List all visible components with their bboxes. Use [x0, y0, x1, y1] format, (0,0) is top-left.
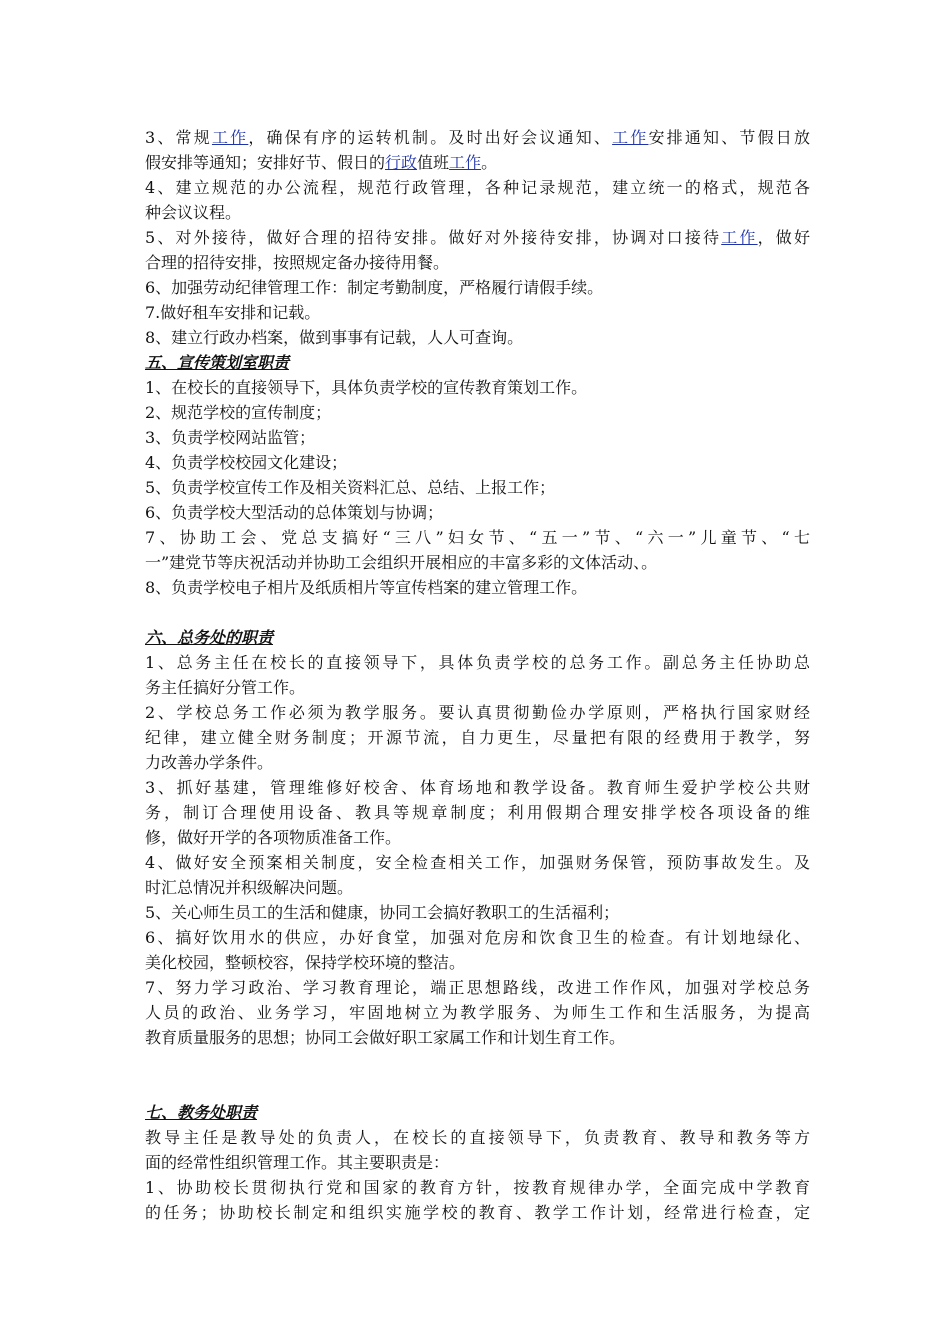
- sec4-item6: 6、加强劳动纪律管理工作：制定考勤制度，严格履行请假手续。: [145, 278, 604, 297]
- sec5-heading: 五、宣传策划室职责: [145, 353, 290, 372]
- text-run: 。: [481, 153, 498, 172]
- sec5-item2: 2、规范学校的宣传制度；: [145, 403, 332, 422]
- sec7-item1-line2: 的任务；协助校长制定和组织实施学校的教育、教学工作计划，经常进行检查，定: [145, 1203, 810, 1222]
- sec4-item3-line1: [145, 125, 810, 150]
- sec7-intro-line1: 教导主任是教导处的负责人，在校长的直接领导下，负责教育、教导和教务等方: [145, 1128, 810, 1147]
- sec4-item5-line1: [145, 225, 810, 250]
- sec6-item6-line2: 美化校园，整顿校容，保持学校环境的整洁。: [145, 953, 466, 972]
- sec6-item3-line2: 务，制订合理使用设备、教具等规章制度；利用假期合理安排学校各项设备的维: [145, 803, 810, 822]
- text-run: ，确保有序的运转机制。及时出好会议通知、: [248, 128, 613, 147]
- sec4-item5-line2: 合理的招待安排，按照规定备办接待用餐。: [145, 253, 450, 272]
- blank-line: [145, 600, 810, 625]
- sec6-item2-line2: 纪律，建立健全财务制度；开源节流，自力更生，尽量把有限的经费用于教学，努: [145, 728, 810, 747]
- sec7-intro-line2: 面的经常性组织管理工作。其主要职责是：: [145, 1153, 450, 1172]
- sec6-item3-line1: 3、抓好基建，管理维修好校舍、体育场地和教学设备。教育师生爱护学校公共财: [145, 778, 810, 797]
- link-admin[interactable]: 行政: [385, 153, 418, 172]
- link-work-1[interactable]: 工作: [211, 128, 249, 147]
- text-run: 值班: [417, 153, 450, 172]
- text-run: ，做好: [757, 228, 810, 247]
- sec5-item7-line1: 7、协助工会、党总支搞好“三八”妇女节、“五一”节、“六一”儿童节、“七: [145, 528, 810, 547]
- sec6-item4-line1: 4、做好安全预案相关制度，安全检查相关工作，加强财务保管，预防事故发生。及: [145, 853, 810, 872]
- sec6-item1-line1: 1、总务主任在校长的直接领导下，具体负责学校的总务工作。副总务主任协助总: [145, 653, 810, 672]
- sec5-item7-line2: 一”建党节等庆祝活动并协助工会组织开展相应的丰富多彩的文体活动、。: [145, 553, 658, 572]
- sec4-item7: 7.做好租车安排和记载。: [145, 303, 321, 322]
- sec6-item4-line2: 时汇总情况并积级解决问题。: [145, 878, 354, 897]
- sec5-item3: 3、负责学校网站监管；: [145, 428, 316, 447]
- sec6-item6-line1: 6、搞好饮用水的供应，办好食堂，加强对危房和饮食卫生的检查。有计划地绿化、: [145, 928, 810, 947]
- sec4-item8: 8、建立行政办档案，做到事事有记载，人人可查询。: [145, 328, 524, 347]
- sec5-item8: 8、负责学校电子相片及纸质相片等宣传档案的建立管理工作。: [145, 578, 588, 597]
- sec6-item2-line3: 力改善办学条件。: [145, 753, 274, 772]
- sec7-item1-line1: 1、协助校长贯彻执行党和国家的教育方针，按教育规律办学，全面完成中学教育: [145, 1178, 810, 1197]
- sec5-item1: 1、在校长的直接领导下，具体负责学校的宣传教育策划工作。: [145, 378, 588, 397]
- sec6-item1-line2: 务主任搞好分管工作。: [145, 678, 306, 697]
- text-run: 假安排等通知；安排好节、假日的: [145, 153, 386, 172]
- blank-line: [145, 1075, 810, 1100]
- sec6-heading: 六、总务处的职责: [145, 628, 274, 647]
- document-page: [145, 125, 810, 1225]
- sec6-item7-line2: 人员的政治、业务学习，牢固地树立为教学服务、为师生工作和生活服务，为提高: [145, 1003, 810, 1022]
- sec5-item4: 4、负责学校校园文化建设；: [145, 453, 348, 472]
- blank-line: [145, 1050, 810, 1075]
- sec4-item4-line1: 4、建立规范的办公流程，规范行政管理，各种记录规范，建立统一的格式，规范各: [145, 178, 810, 197]
- text-run: 3、常规: [145, 128, 212, 147]
- sec6-item2-line1: 2、学校总务工作必须为教学服务。要认真贯彻勤俭办学原则，严格执行国家财经: [145, 703, 810, 722]
- sec6-item7-line3: 教育质量服务的思想；协同工会做好职工家属工作和计划生育工作。: [145, 1028, 626, 1047]
- sec6-item7-line1: 7、努力学习政治、学习教育理论，端正思想路线，改进工作作风，加强对学校总务: [145, 978, 810, 997]
- sec7-heading: 七、教务处职责: [145, 1103, 258, 1122]
- sec5-item6: 6、负责学校大型活动的总体策划与协调；: [145, 503, 444, 522]
- text-run: 5、对外接待，做好合理的招待安排。做好对外接待安排，协调对口接待: [145, 228, 722, 247]
- link-work-3[interactable]: 工作: [449, 153, 482, 172]
- sec6-item5: 5、关心师生员工的生活和健康，协同工会搞好教职工的生活福利；: [145, 903, 620, 922]
- sec6-item3-line3: 修，做好开学的各项物质准备工作。: [145, 828, 402, 847]
- text-run: 安排通知、节假日放: [648, 128, 810, 147]
- link-work-2[interactable]: 工作: [612, 128, 649, 147]
- link-work-4[interactable]: 工作: [721, 228, 758, 247]
- sec4-item3-line2: [145, 150, 810, 175]
- sec4-item4-line2: 种会议议程。: [145, 203, 242, 222]
- sec5-item5: 5、负责学校宣传工作及相关资料汇总、总结、上报工作；: [145, 478, 556, 497]
